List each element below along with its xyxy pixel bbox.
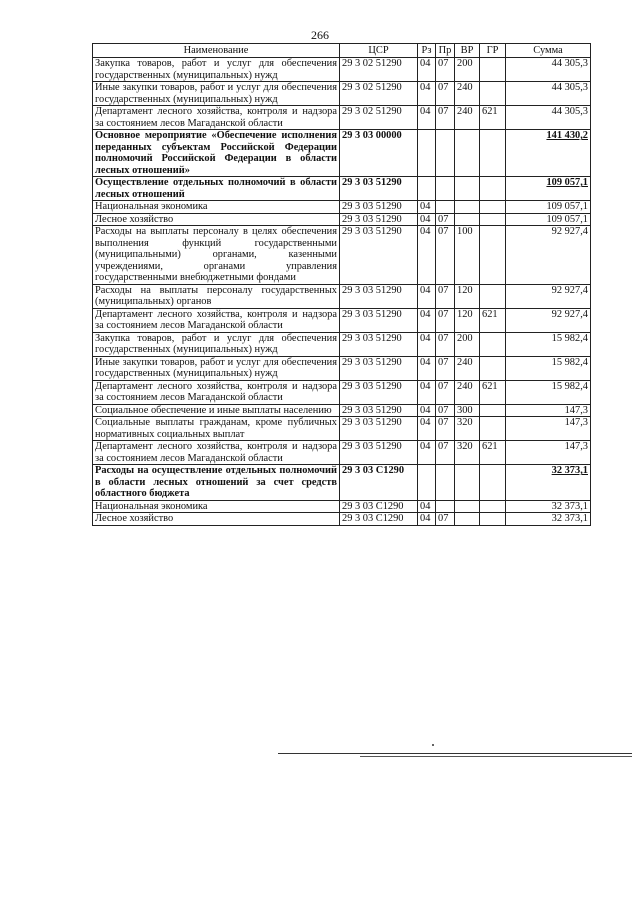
row-sum-value: 15 982,4 (551, 380, 588, 392)
row-sum-value: 32 373,1 (551, 465, 588, 476)
row-csr: 29 3 03 С1290 (340, 513, 418, 526)
row-gr (480, 332, 506, 356)
row-pr: 07 (436, 417, 455, 441)
row-sum (506, 404, 591, 417)
row-name: Национальная экономика (93, 201, 340, 214)
row-sum-value: 147,3 (564, 441, 588, 452)
row-sum-value: 92 927,4 (551, 308, 588, 320)
row-name: Расходы на осуществление отдельных полномочий в области лесных отношений за счет средств областного бюджета (93, 465, 340, 501)
row-csr: 29 3 02 51290 (340, 58, 418, 82)
row-sum-value: 32 373,1 (551, 513, 588, 524)
row-vr (455, 500, 480, 513)
row-sum (506, 213, 591, 226)
row-pr (436, 465, 455, 501)
footer-rule-secondary (360, 756, 632, 757)
row-vr: 200 (455, 58, 480, 82)
row-rz: 04 (418, 82, 436, 106)
row-rz: 04 (418, 500, 436, 513)
row-sum (506, 58, 591, 82)
page-number: 266 (311, 28, 329, 42)
row-pr: 07 (436, 332, 455, 356)
row-csr: 29 3 03 51290 (340, 356, 418, 380)
header-sum: Сумма (506, 44, 591, 58)
row-name: Расходы на выплаты персоналу государственных (муниципальных) органов (93, 284, 340, 308)
table-row (93, 404, 591, 417)
row-sum (506, 500, 591, 513)
row-csr: 29 3 03 С1290 (340, 500, 418, 513)
row-gr (480, 130, 506, 177)
row-gr (480, 417, 506, 441)
row-vr (455, 177, 480, 201)
row-sum-value: 92 927,4 (551, 284, 588, 296)
row-name: Департамент лесного хозяйства, контроля и надзора за состоянием лесов Магаданской области (93, 308, 340, 332)
row-vr: 240 (455, 356, 480, 380)
row-pr (436, 500, 455, 513)
table-row (93, 58, 591, 82)
row-sum (506, 226, 591, 285)
row-csr: 29 3 03 51290 (340, 226, 418, 285)
row-gr: 621 (480, 380, 506, 404)
row-sum (506, 177, 591, 201)
row-name: Национальная экономика (93, 500, 340, 513)
row-gr (480, 284, 506, 308)
row-rz: 04 (418, 356, 436, 380)
header-pr: Пр (436, 44, 455, 58)
row-sum-value: 147,3 (564, 417, 588, 428)
row-sum-value: 109 057,1 (546, 201, 588, 212)
table-row (93, 465, 591, 501)
row-rz (418, 130, 436, 177)
table-row (93, 130, 591, 177)
row-pr: 07 (436, 213, 455, 226)
row-gr (480, 513, 506, 526)
row-vr (455, 513, 480, 526)
table-row (93, 332, 591, 356)
row-rz: 04 (418, 417, 436, 441)
row-sum (506, 308, 591, 332)
row-vr: 320 (455, 441, 480, 465)
row-vr: 300 (455, 404, 480, 417)
row-pr: 07 (436, 308, 455, 332)
row-pr: 07 (436, 106, 455, 130)
row-sum (506, 284, 591, 308)
row-sum (506, 380, 591, 404)
row-pr (436, 177, 455, 201)
row-pr (436, 130, 455, 177)
table-row (93, 417, 591, 441)
row-sum-value: 15 982,4 (551, 356, 588, 368)
row-vr: 320 (455, 417, 480, 441)
row-csr: 29 3 03 51290 (340, 213, 418, 226)
row-name: Департамент лесного хозяйства, контроля и надзора за состоянием лесов Магаданской области (93, 106, 340, 130)
row-name: Социальное обеспечение и иные выплаты населению (93, 404, 340, 417)
row-csr: 29 3 03 51290 (340, 201, 418, 214)
row-name: Департамент лесного хозяйства, контроля и надзора за состоянием лесов Магаданской области (93, 441, 340, 465)
table-row (93, 513, 591, 526)
row-rz: 04 (418, 308, 436, 332)
row-rz: 04 (418, 213, 436, 226)
row-gr: 621 (480, 106, 506, 130)
row-sum-value: 44 305,3 (551, 58, 588, 69)
row-gr (480, 226, 506, 285)
table-row (93, 106, 591, 130)
row-gr (480, 82, 506, 106)
row-name: Закупка товаров, работ и услуг для обеспечения государственных (муниципальных) нужд (93, 58, 340, 82)
footer-rule (278, 753, 632, 754)
row-pr: 07 (436, 513, 455, 526)
row-vr (455, 201, 480, 214)
budget-table (92, 43, 591, 526)
row-vr: 120 (455, 284, 480, 308)
row-rz (418, 465, 436, 501)
row-name: Социальные выплаты гражданам, кроме публичных нормативных социальных выплат (93, 417, 340, 441)
row-pr: 07 (436, 404, 455, 417)
row-pr: 07 (436, 82, 455, 106)
row-gr: 621 (480, 308, 506, 332)
row-sum (506, 356, 591, 380)
row-vr: 240 (455, 106, 480, 130)
row-vr: 100 (455, 226, 480, 285)
scan-mark (432, 744, 434, 746)
row-csr: 29 3 03 51290 (340, 332, 418, 356)
row-sum (506, 513, 591, 526)
row-name: Иные закупки товаров, работ и услуг для обеспечения государственных (муниципальных) нужд (93, 356, 340, 380)
header-rz: Рз (418, 44, 436, 58)
row-sum-value: 44 305,3 (551, 106, 588, 117)
row-csr: 29 3 03 С1290 (340, 465, 418, 501)
row-sum (506, 201, 591, 214)
row-rz: 04 (418, 58, 436, 82)
row-vr: 240 (455, 380, 480, 404)
row-csr: 29 3 02 51290 (340, 106, 418, 130)
row-rz: 04 (418, 226, 436, 285)
row-gr (480, 404, 506, 417)
row-sum-value: 109 057,1 (546, 213, 588, 225)
table-row (93, 82, 591, 106)
row-csr: 29 3 03 51290 (340, 404, 418, 417)
row-pr: 07 (436, 284, 455, 308)
table-header-row (93, 44, 591, 58)
table-row (93, 226, 591, 285)
row-sum-value: 15 982,4 (551, 332, 588, 344)
row-sum (506, 332, 591, 356)
row-rz (418, 177, 436, 201)
row-rz: 04 (418, 380, 436, 404)
table-row (93, 308, 591, 332)
row-sum-value: 44 305,3 (551, 82, 588, 93)
table-row (93, 201, 591, 214)
row-csr: 29 3 03 00000 (340, 130, 418, 177)
row-sum-value: 92 927,4 (551, 226, 588, 237)
row-pr: 07 (436, 441, 455, 465)
row-gr (480, 500, 506, 513)
table-row (93, 380, 591, 404)
row-sum-value: 147,3 (564, 404, 588, 416)
row-pr: 07 (436, 226, 455, 285)
row-rz: 04 (418, 284, 436, 308)
row-sum (506, 417, 591, 441)
row-vr: 200 (455, 332, 480, 356)
row-sum-value: 141 430,2 (546, 130, 588, 141)
table-row (93, 356, 591, 380)
row-pr: 07 (436, 380, 455, 404)
table-row (93, 213, 591, 226)
row-csr: 29 3 03 51290 (340, 417, 418, 441)
row-name: Департамент лесного хозяйства, контроля и надзора за состоянием лесов Магаданской области (93, 380, 340, 404)
row-gr (480, 356, 506, 380)
table-row (93, 500, 591, 513)
row-name: Иные закупки товаров, работ и услуг для обеспечения государственных (муниципальных) нужд (93, 82, 340, 106)
row-csr: 29 3 03 51290 (340, 308, 418, 332)
row-csr: 29 3 03 51290 (340, 441, 418, 465)
table-row (93, 284, 591, 308)
row-pr: 07 (436, 356, 455, 380)
row-sum (506, 106, 591, 130)
row-name: Закупка товаров, работ и услуг для обеспечения государственных (муниципальных) нужд (93, 332, 340, 356)
row-sum (506, 82, 591, 106)
row-csr: 29 3 03 51290 (340, 284, 418, 308)
row-name: Осуществление отдельных полномочий в области лесных отношений (93, 177, 340, 201)
row-rz: 04 (418, 404, 436, 417)
header-name: Наименование (93, 44, 340, 58)
row-gr (480, 201, 506, 214)
row-gr (480, 58, 506, 82)
row-rz: 04 (418, 513, 436, 526)
row-gr (480, 177, 506, 201)
row-sum (506, 465, 591, 501)
row-rz: 04 (418, 201, 436, 214)
row-name: Основное мероприятие «Обеспечение исполнения переданных субъектам Российской Федерации полномочий Российской Федерации в области лесных отношений» (93, 130, 340, 177)
row-sum (506, 130, 591, 177)
header-vr: ВР (455, 44, 480, 58)
row-rz: 04 (418, 332, 436, 356)
row-rz: 04 (418, 106, 436, 130)
row-csr: 29 3 03 51290 (340, 177, 418, 201)
row-sum (506, 441, 591, 465)
row-gr (480, 213, 506, 226)
row-vr (455, 465, 480, 501)
table-row (93, 441, 591, 465)
row-csr: 29 3 03 51290 (340, 380, 418, 404)
header-csr: ЦСР (340, 44, 418, 58)
row-name: Лесное хозяйство (93, 213, 340, 226)
row-vr: 240 (455, 82, 480, 106)
row-sum-value: 109 057,1 (546, 177, 588, 188)
row-gr: 621 (480, 441, 506, 465)
row-rz: 04 (418, 441, 436, 465)
row-sum-value: 32 373,1 (551, 500, 588, 512)
table-row (93, 177, 591, 201)
row-vr (455, 130, 480, 177)
row-name: Расходы на выплаты персоналу в целях обеспечения выполнения функций государственными (муниципальными) органами, казенными учреждениями, органами управления государственными внебюджетными фондами (93, 226, 340, 285)
row-csr: 29 3 02 51290 (340, 82, 418, 106)
header-gr: ГР (480, 44, 506, 58)
row-vr (455, 213, 480, 226)
row-gr (480, 465, 506, 501)
row-pr: 07 (436, 58, 455, 82)
row-name: Лесное хозяйство (93, 513, 340, 526)
row-vr: 120 (455, 308, 480, 332)
row-pr (436, 201, 455, 214)
